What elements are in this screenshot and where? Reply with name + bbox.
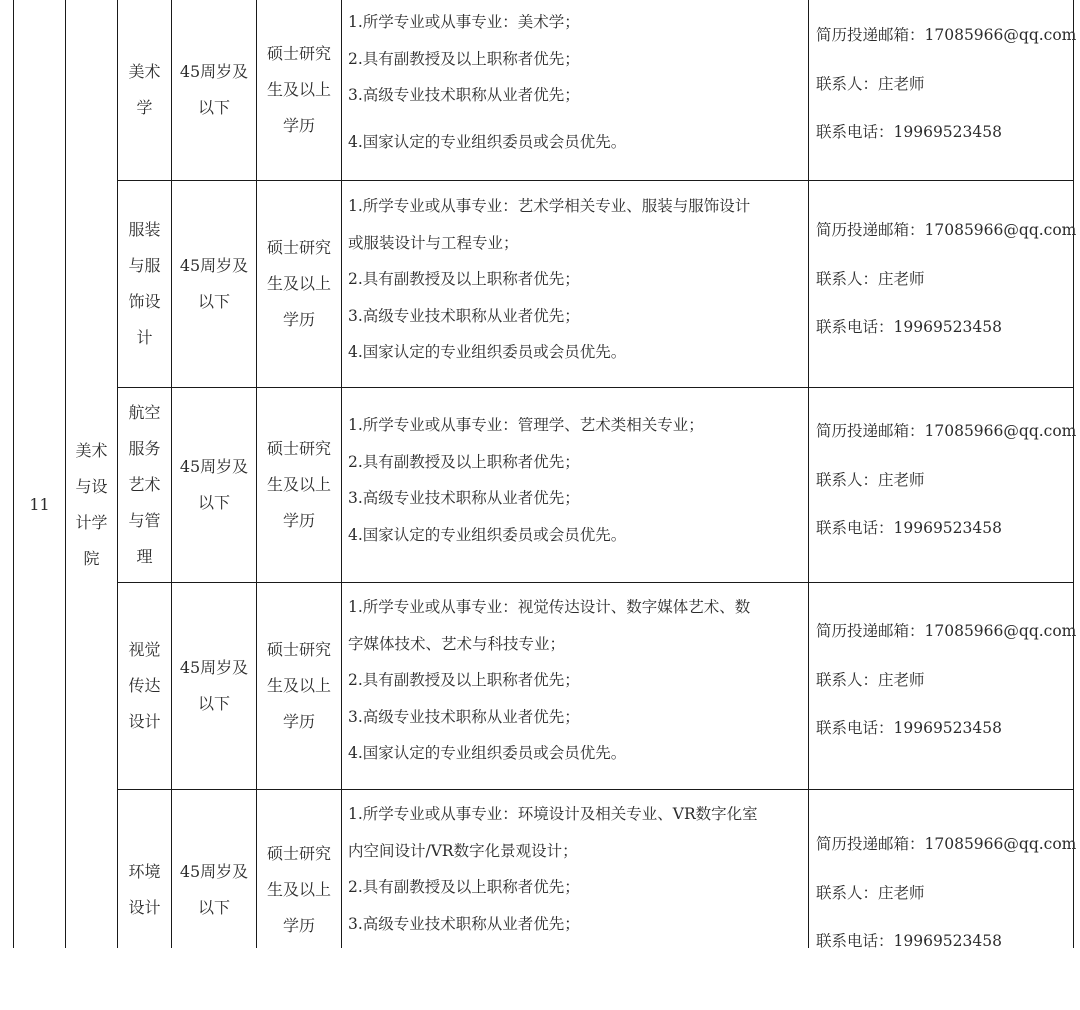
requirement-line: 4.国家认定的专业组织委员或会员优先。 (348, 525, 627, 544)
college-name-line: 美术 (75, 441, 108, 460)
age-line: 45周岁及 (179, 256, 249, 275)
requirement-line: 内空间设计/VR数字化景观设计； (348, 841, 578, 860)
contact-phone: 联系电话：19969523458 (816, 123, 1002, 141)
major-cell (118, 388, 171, 582)
age-cell (172, 790, 256, 990)
requirement-line: 3.高级专业技术职称从业者优先； (348, 707, 580, 726)
degree-cell (257, 790, 341, 990)
column-divider (808, 0, 809, 948)
contact-email: 简历投递邮箱：17085966@qq.com (816, 835, 1077, 853)
degree-line: 生及以上 (266, 676, 331, 695)
contact-person: 联系人：庄老师 (816, 883, 925, 902)
major-line: 计 (136, 328, 153, 347)
major-line: 理 (136, 547, 153, 566)
contact-phone: 联系电话：19969523458 (816, 932, 1002, 950)
requirement-line: 4.国家认定的专业组织委员或会员优先。 (348, 744, 627, 762)
requirements-cell (348, 407, 704, 553)
index-number: 11 (29, 495, 50, 514)
degree-cell (257, 388, 341, 582)
degree-line: 学历 (282, 712, 315, 731)
degree-line: 生及以上 (266, 475, 331, 494)
college-cell (66, 0, 117, 1010)
degree-line: 硕士研究 (266, 238, 331, 257)
requirement-line: 2.具有副教授及以上职称者优先； (348, 452, 580, 471)
major-line: 与管 (128, 511, 161, 530)
requirement-line: 1.所学专业或从事专业：美术学； (348, 13, 580, 31)
major-cell (118, 583, 171, 789)
major-cell (118, 181, 171, 387)
age-line: 45周岁及 (179, 658, 249, 677)
age-cell (172, 583, 256, 789)
age-line: 45周岁及 (179, 862, 249, 881)
degree-line: 学历 (282, 916, 315, 935)
degree-line: 硕士研究 (266, 439, 331, 458)
requirement-line: 1.所学专业或从事专业：环境设计及相关专业、VR数字化室 (348, 805, 758, 823)
major-line: 传达 (128, 676, 161, 695)
degree-line: 生及以上 (266, 274, 331, 293)
degree-line: 硕士研究 (266, 44, 331, 63)
contact-email: 简历投递邮箱：17085966@qq.com (816, 26, 1077, 44)
requirements-cell (348, 589, 750, 772)
age-line: 以下 (197, 292, 230, 311)
requirement-line: 3.高级专业技术职称从业者优先； (348, 914, 580, 933)
contact-email: 简历投递邮箱：17085966@qq.com (816, 422, 1077, 440)
major-line: 环境 (128, 862, 161, 881)
major-line: 服装 (128, 220, 161, 239)
requirement-line: 3.高级专业技术职称从业者优先； (348, 306, 580, 325)
column-divider (341, 0, 342, 948)
index-cell (14, 0, 65, 1010)
major-line: 设计 (128, 712, 161, 731)
contact-phone: 联系电话：19969523458 (816, 318, 1002, 336)
contact-cell (816, 407, 1076, 553)
requirement-line: 或服装设计与工程专业； (348, 233, 519, 252)
college-name-line: 与设 (75, 477, 108, 496)
degree-cell (257, 0, 341, 180)
requirement-line: 3.高级专业技术职称从业者优先； (348, 86, 580, 104)
degree-line: 生及以上 (266, 80, 331, 99)
major-line: 美术 (128, 62, 161, 81)
major-line: 饰设 (128, 292, 161, 311)
age-line: 以下 (197, 898, 230, 917)
contact-email: 简历投递邮箱：17085966@qq.com (816, 221, 1077, 239)
requirement-line: 2.具有副教授及以上职称者优先； (348, 878, 580, 896)
degree-line: 硕士研究 (266, 844, 331, 863)
age-line: 以下 (197, 98, 230, 117)
age-cell (172, 0, 256, 180)
requirement-line: 4.国家认定的专业组织委员或会员优先。 (348, 132, 627, 151)
contact-cell (816, 206, 1076, 352)
major-line: 艺术 (128, 475, 161, 494)
requirement-line: 4.国家认定的专业组织委员或会员优先。 (348, 343, 627, 361)
contact-person: 联系人：庄老师 (816, 74, 925, 93)
degree-line: 学历 (282, 116, 315, 135)
requirements-cell (348, 796, 758, 942)
degree-line: 学历 (282, 310, 315, 329)
contact-person: 联系人：庄老师 (816, 269, 925, 288)
college-name-line: 计学 (75, 513, 108, 532)
age-line: 45周岁及 (179, 62, 249, 81)
requirement-line: 1.所学专业或从事专业：艺术学相关专业、服装与服饰设计 (348, 197, 751, 215)
contact-phone: 联系电话：19969523458 (816, 519, 1002, 537)
college-name-line: 院 (83, 549, 100, 568)
contact-cell (816, 607, 1076, 753)
contact-phone: 联系电话：19969523458 (816, 719, 1002, 737)
requirements-cell (348, 4, 626, 160)
age-cell (172, 181, 256, 387)
major-line: 视觉 (128, 640, 161, 659)
degree-cell (257, 181, 341, 387)
contact-cell (816, 820, 1076, 966)
requirement-line: 2.具有副教授及以上职称者优先； (348, 49, 580, 68)
contact-cell (816, 11, 1076, 157)
requirement-line: 1.所学专业或从事专业：视觉传达设计、数字媒体艺术、数 (348, 598, 751, 616)
requirement-line: 1.所学专业或从事专业：管理学、艺术类相关专业； (348, 416, 704, 434)
requirement-line: 3.高级专业技术职称从业者优先； (348, 489, 580, 507)
major-line: 服务 (128, 439, 161, 458)
requirement-line: 字媒体技术、艺术与科技专业； (348, 634, 566, 653)
requirements-cell (348, 188, 750, 371)
major-line: 与服 (128, 256, 161, 275)
degree-line: 学历 (282, 511, 315, 530)
age-line: 以下 (197, 493, 230, 512)
contact-person: 联系人：庄老师 (816, 670, 925, 689)
degree-line: 硕士研究 (266, 640, 331, 659)
major-line: 航空 (128, 403, 161, 422)
requirement-line: 2.具有副教授及以上职称者优先； (348, 671, 580, 689)
major-cell (118, 790, 171, 990)
requirement-line: 2.具有副教授及以上职称者优先； (348, 270, 580, 288)
contact-email: 简历投递邮箱：17085966@qq.com (816, 622, 1077, 640)
contact-person: 联系人：庄老师 (816, 470, 925, 489)
age-cell (172, 388, 256, 582)
major-line: 设计 (128, 898, 161, 917)
major-cell (118, 0, 171, 180)
degree-cell (257, 583, 341, 789)
age-line: 以下 (197, 694, 230, 713)
major-line: 学 (136, 98, 153, 117)
age-line: 45周岁及 (179, 457, 249, 476)
degree-line: 生及以上 (266, 880, 331, 899)
